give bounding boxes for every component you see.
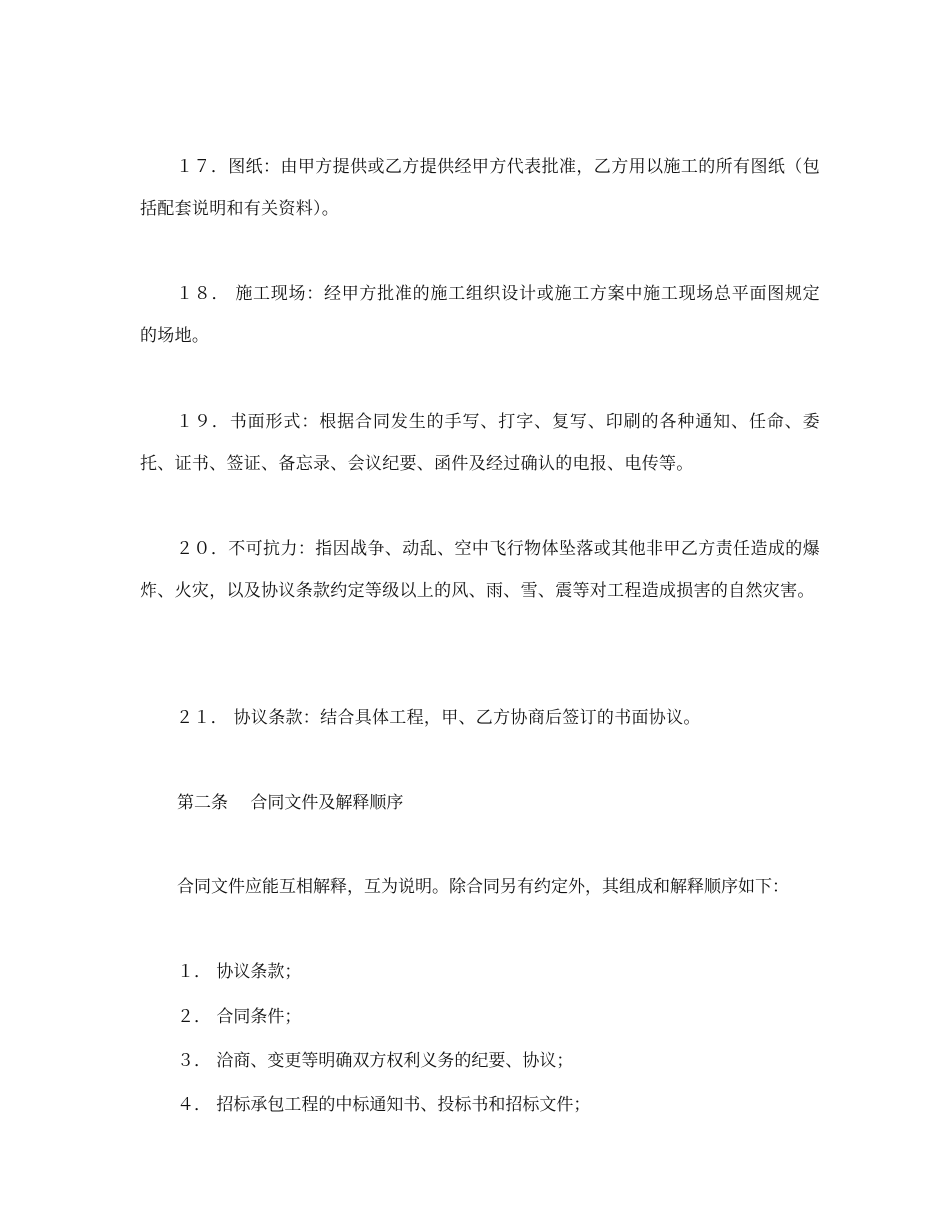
definition-20: ２０．不可抗力：指因战争、动乱、空中飞行物体坠落或其他非甲乙方责任造成的爆炸、火灾，以及协议条款约定等级以上的风、雨、雪、震等对工程造成损害的自然灾害。 [140,539,820,601]
definition-19: １９．书面形式：根据合同发生的手写、打字、复写、印刷的各种通知、任命、委托、证书、签证、备忘录、会议纪要、函件及经过确认的电报、电传等。 [140,412,820,474]
list-item: ３． 洽商、变更等明确双方权利义务的纪要、协议； [177,1051,574,1071]
list-item: １． 协议条款； [177,962,302,982]
definition-18: １８． 施工现场：经甲方批准的施工组织设计或施工方案中施工现场总平面图规定的场地。 [140,284,820,346]
article-intro: 合同文件应能互相解释，互为说明。除合同另有约定外，其组成和解释顺序如下： [177,877,789,897]
definition-17: １７．图纸：由甲方提供或乙方提供经甲方代表批准，乙方用以施工的所有图纸（包括配套说明和有关资料）。 [140,157,820,219]
article-heading: 第二条 合同文件及解释顺序 [177,793,404,813]
list-item: ４． 招标承包工程的中标通知书、投标书和招标文件； [177,1095,591,1115]
list-item: ２． 合同条件； [177,1007,302,1027]
definition-21: ２１． 协议条款：结合具体工程，甲、乙方协商后签订的书面协议。 [176,708,701,728]
